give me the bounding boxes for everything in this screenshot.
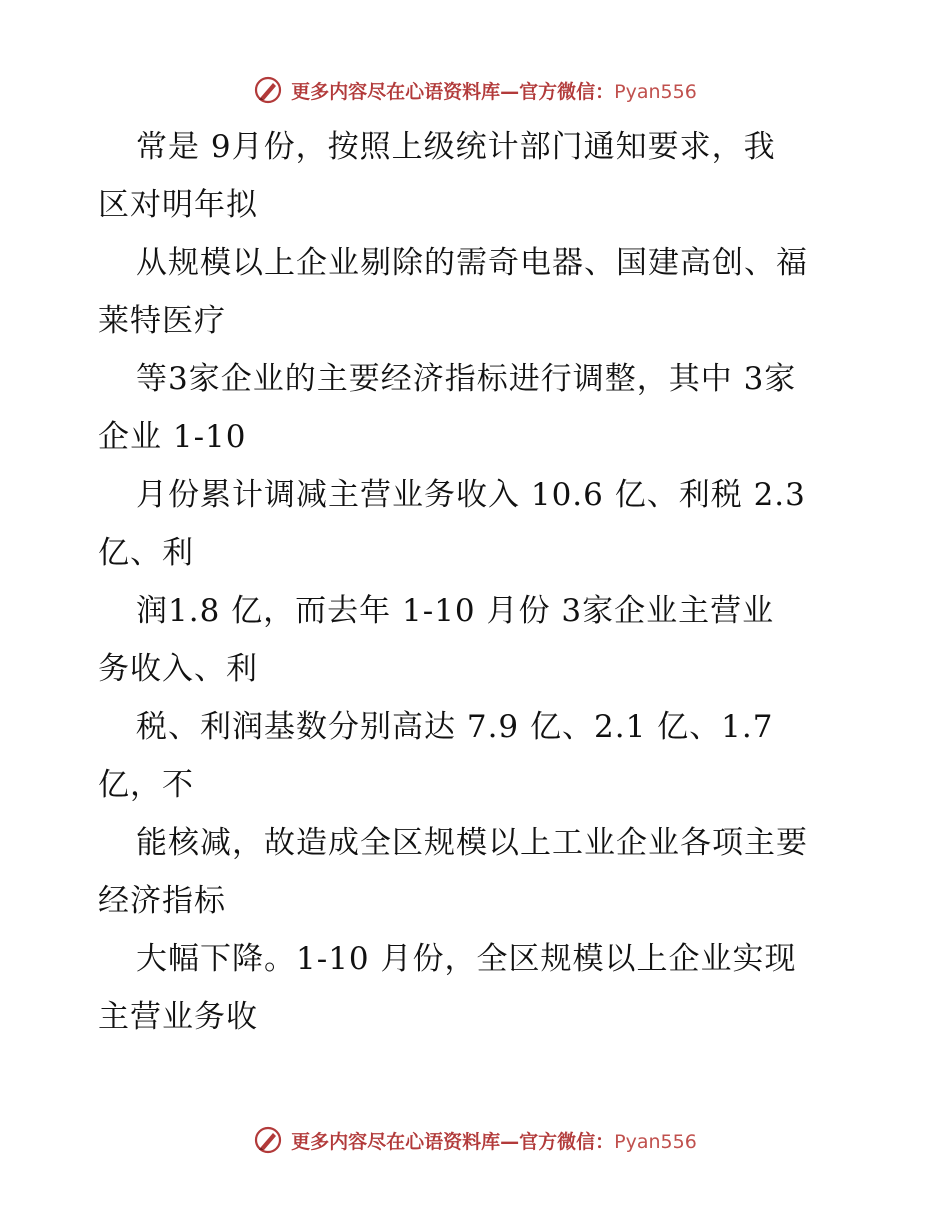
text-line: 莱特医疗 [98, 303, 226, 339]
header-banner [0, 70, 950, 110]
text-line: 常是 9月份，按照上级统计部门通知要求，我 [136, 129, 776, 165]
text-line: 大幅下降。1-10 月份，全区规模以上企业实现 [136, 941, 797, 977]
text-line: 从规模以上企业剔除的需奇电器、国建高创、福 [136, 245, 808, 281]
footer-banner [0, 1120, 950, 1160]
pen-logo-icon [253, 75, 283, 105]
text-line: 区对明年拟 [98, 187, 258, 223]
banner-brand: Pyan556 [614, 1130, 697, 1153]
text-line: 等3家企业的主要经济指标进行调整，其中 3家 [136, 361, 797, 397]
banner-title: 更多内容尽在心语资料库—官方微信： [291, 1130, 615, 1153]
text-line: 润1.8 亿，而去年 1-10 月份 3家企业主营业 [136, 593, 775, 629]
text-line: 企业 1-10 [98, 419, 247, 455]
text-line: 主营业务收 [98, 999, 258, 1035]
pen-logo-icon [253, 1125, 283, 1155]
text-line: 税、利润基数分别高达 7.9 亿、2.1 亿、1.7 [136, 709, 774, 745]
banner-brand: Pyan556 [614, 80, 697, 103]
text-line: 能核减，故造成全区规模以上工业企业各项主要 [136, 825, 808, 861]
text-line: 亿，不 [98, 767, 194, 803]
text-line: 亿、利 [98, 535, 194, 571]
banner-title: 更多内容尽在心语资料库—官方微信： [291, 80, 615, 103]
text-line: 经济指标 [98, 883, 226, 919]
document-body [98, 118, 858, 1046]
banner-text [291, 77, 697, 104]
text-line: 月份累计调减主营业务收入 10.6 亿、利税 2.3 [136, 477, 806, 513]
banner-text [291, 1127, 697, 1154]
text-line: 务收入、利 [98, 651, 258, 687]
